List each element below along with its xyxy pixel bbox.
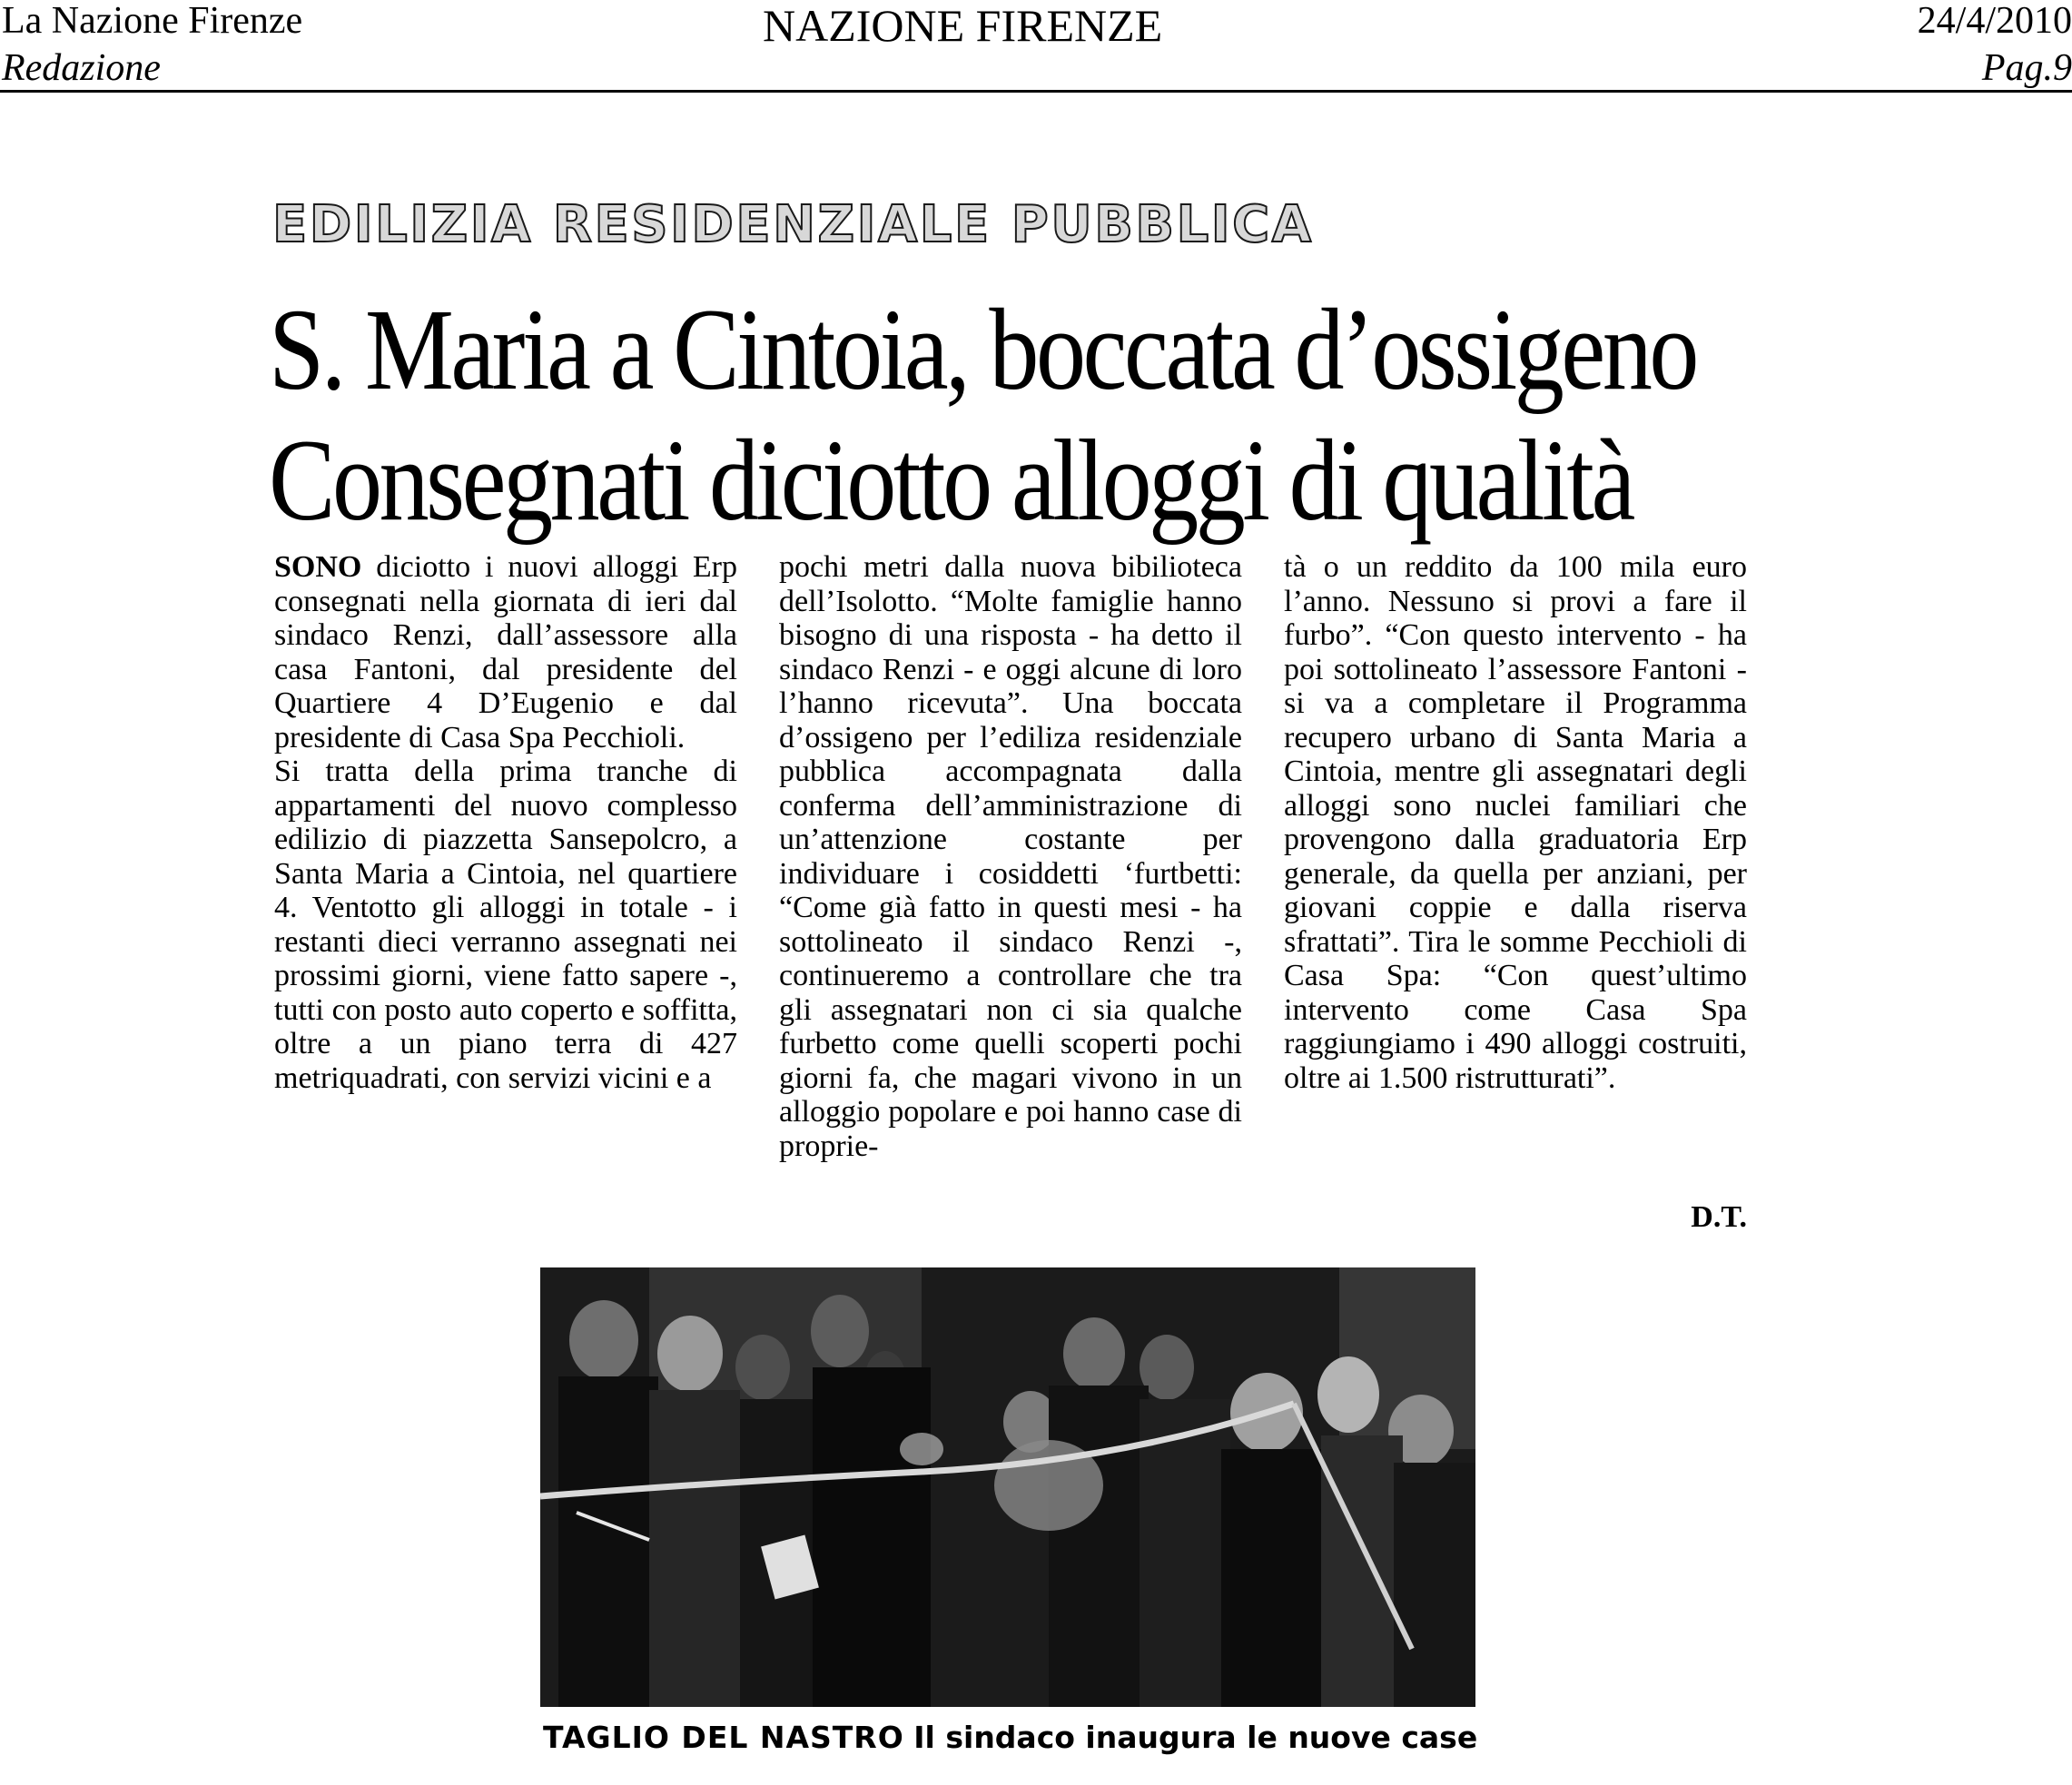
article-column-1 bbox=[274, 550, 737, 1095]
masthead-divider bbox=[0, 90, 2072, 93]
paragraph-2-part-1: Si tratta della prima tranche di appartamenti del nuovo complesso edilizio di piazzetta Sansepolcro, a Santa Maria a Cintoia, nel quartiere 4. Ventotto gli alloggi in totale - i restanti dieci verranno assegnati nei prossimi giorni, viene fatto sapere -, tutti con posto auto coperto e soffitta, oltre a un piano terra di 427 metriquadrati, con servizi vicini e a bbox=[274, 754, 737, 1095]
caption-text: Il sindaco inaugura le nuove case bbox=[913, 1720, 1478, 1755]
article-kicker: EDILIZIA RESIDENZIALE PUBBLICA bbox=[272, 195, 1314, 254]
headline-line-2: Consegnati diciotto alloggi di qualità bbox=[269, 416, 1633, 545]
issue-date: 24/4/2010 bbox=[1917, 0, 2072, 42]
ribbon-cutting-photo bbox=[540, 1267, 1475, 1707]
photo-illustration bbox=[540, 1267, 1475, 1707]
author-byline: D.T. bbox=[1691, 1200, 1747, 1234]
publication-name: La Nazione Firenze bbox=[2, 0, 303, 42]
paragraph-2-part-3: tà o un reddito da 100 mila euro l’anno. Nessuno si provi a fare il furbo”. “Con questo intervento - ha poi sottolineato l’assessore Fantoni - si va a completare il Programma recupero urbano di Santa Maria a Cintoia, mentre gli assegnatari degli alloggi sono nuclei familiari che provengono dalla graduatoria Erp generale, da quella per anziani, per giovani coppie e dalla riserva sfrattati”. Tira le somme Pecchioli di Casa Spa: “Con quest’ultimo intervento come Casa Spa raggiungiamo i 490 alloggi costruiti, oltre ai 1.500 ristrutturati”. bbox=[1284, 550, 1747, 1095]
newspaper-title: NAZIONE FIRENZE bbox=[763, 0, 1163, 51]
paragraph-1 bbox=[274, 550, 737, 754]
section-name: Redazione bbox=[2, 47, 161, 89]
article-column-3 bbox=[1284, 550, 1747, 1095]
headline-line-1: S. Maria a Cintoia, boccata d’ossigeno bbox=[269, 285, 1697, 414]
paragraph-1-text: diciotto i nuovi alloggi Erp consegnati nella giornata di ieri dal sindaco Renzi, dall’assessore alla casa Fantoni, dal presidente del Quartiere 4 D’Eugenio e dal presidente di Casa Spa Pecchioli. bbox=[274, 550, 737, 754]
article-column-2 bbox=[779, 550, 1242, 1163]
lead-word: SONO bbox=[274, 550, 362, 584]
photo-caption bbox=[543, 1720, 1477, 1756]
paragraph-2-part-2: pochi metri dalla nuova bibilioteca dell’Isolotto. “Molte famiglie hanno bisogno di una risposta - ha detto il sindaco Renzi - e oggi alcune di loro l’hanno ricevuta”. Una boccata d’ossigeno per l’ediliza residenziale pubblica accompagnata dalla conferma dell’amministrazione di un’attenzione costante per individuare i cosiddetti ‘furtbetti: “Come già fatto in questi mesi - ha sottolineato il sindaco Renzi -, continueremo a controllare che tra gli assegnatari non ci sia qualche furbetto come quelli scoperti pochi giorni fa, che magari vivono in un alloggio popolare e poi hanno case di proprie- bbox=[779, 550, 1242, 1163]
page-number: Pag.9 bbox=[1981, 47, 2072, 89]
caption-title: TAGLIO DEL NASTRO bbox=[543, 1720, 904, 1755]
